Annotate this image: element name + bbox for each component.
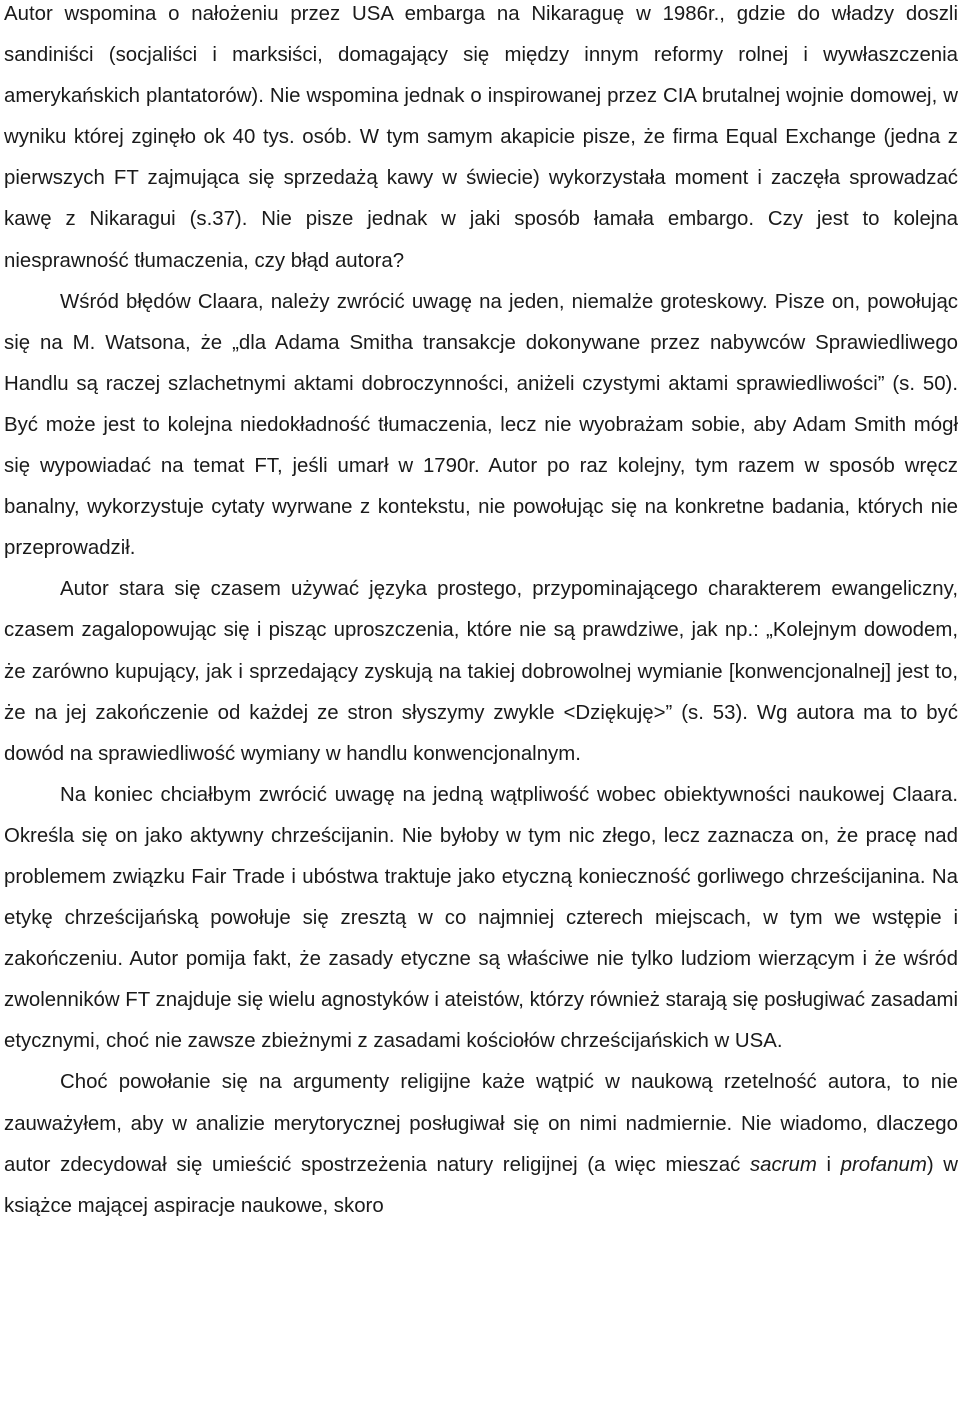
paragraph-religious-arguments <box>4 1062 958 1226</box>
paragraph-simplified-language: Autor stara się czasem używać języka prostego, przypominającego charakterem ewangeliczny, czasem zagalopowując się i pisząc uproszczenia, które nie są prawdziwe, jak np.: „Kolejnym dowodem, że zarówno kupujący, jak i sprzedający zyskują na takiej dobrowolnej wymianie [konwencjonalnej] jest to, że na jej zakończenie od każdej ze stron słyszymy zwykle <Dziękuję>” (s. 53). Wg autora ma to być dowód na sprawiedliwość wymiany w handlu konwencjonalnym. <box>4 578 958 765</box>
document-page <box>4 0 958 1227</box>
text-segment: Choć powołanie się na argumenty religijne każe wątpić w naukową rzetelność autora, to nie zauważyłem, aby w analizie merytorycznej posługiwał się on nimi nadmiernie. Nie wiadomo, dlaczego autor zdecydował się umieścić spostrzeżenia natury religijnej (a więc mieszać <box>4 1071 958 1176</box>
paragraph-embargo-nicaragua: Autor wspomina o nałożeniu przez USA embarga na Nikaraguę w 1986r., gdzie do władzy doszli sandiniści (socjaliści i marksiści, domagający się między innym reformy rolnej i wywłaszczenia amerykańskich plantatorów). Nie wspomina jednak o inspirowanej przez CIA brutalnej wojnie domowej, w wyniku której zginęło ok 40 tys. osób. W tym samym akapicie pisze, że firma Equal Exchange (jedna z pierwszych FT zajmująca się sprzedażą kawy w świecie) wykorzystała moment i zaczęła sprowadzać kawę z Nikaragui (s.37). Nie pisze jednak w jaki sposób łamała embargo. Czy jest to kolejna niesprawność tłumaczenia, czy błąd autora? <box>4 3 958 272</box>
italic-term-profanum: profanum <box>840 1153 927 1176</box>
text-segment: ) w książce mającej aspiracje naukowe, skoro <box>4 1153 958 1217</box>
paragraph-objectivity-doubt: Na koniec chciałbym zwrócić uwagę na jedną wątpliwość wobec obiektywności naukowej Claara. Określa się on jako aktywny chrześcijanin. Nie byłoby w tym nic złego, lecz zaznacza on, że pracę nad problemem związku Fair Trade i ubóstwa traktuje jako etyczną konieczność gorliwego chrześcijanina. Na etykę chrześcijańską powołuje się zresztą w co najmniej czterech miejscach, w tym we wstępie i zakończeniu. Autor pomija fakt, że zasady etyczne są właściwe nie tylko ludziom wierzącym i że wśród zwolenników FT znajduje się wielu agnostyków i ateistów, którzy również starają się posługiwać zasadami etycznymi, choć nie zawsze zbieżnymi z zasadami kościołów chrześcijańskich w USA. <box>4 783 958 1053</box>
paragraph-adam-smith-error: Wśród błędów Claara, należy zwrócić uwagę na jeden, niemalże groteskowy. Pisze on, powołując się na M. Watsona, że „dla Adama Smitha transakcje dokonywane przez nabywców Sprawiedliwego Handlu są raczej szlachetnymi aktami dobroczynności, aniżeli czystymi aktami sprawiedliwości” (s. 50). Być może jest to kolejna niedokładność tłumaczenia, lecz nie wyobrażam sobie, aby Adam Smith mógł się wypowiadać na temat FT, jeśli umarł w 1790r. Autor po raz kolejny, tym razem w sposób wręcz banalny, wykorzystuje cytaty wyrwane z kontekstu, nie powołując się na konkretne badania, których nie przeprowadził. <box>4 290 958 560</box>
text-segment: i <box>816 1153 841 1176</box>
italic-term-sacrum: sacrum <box>749 1153 817 1176</box>
